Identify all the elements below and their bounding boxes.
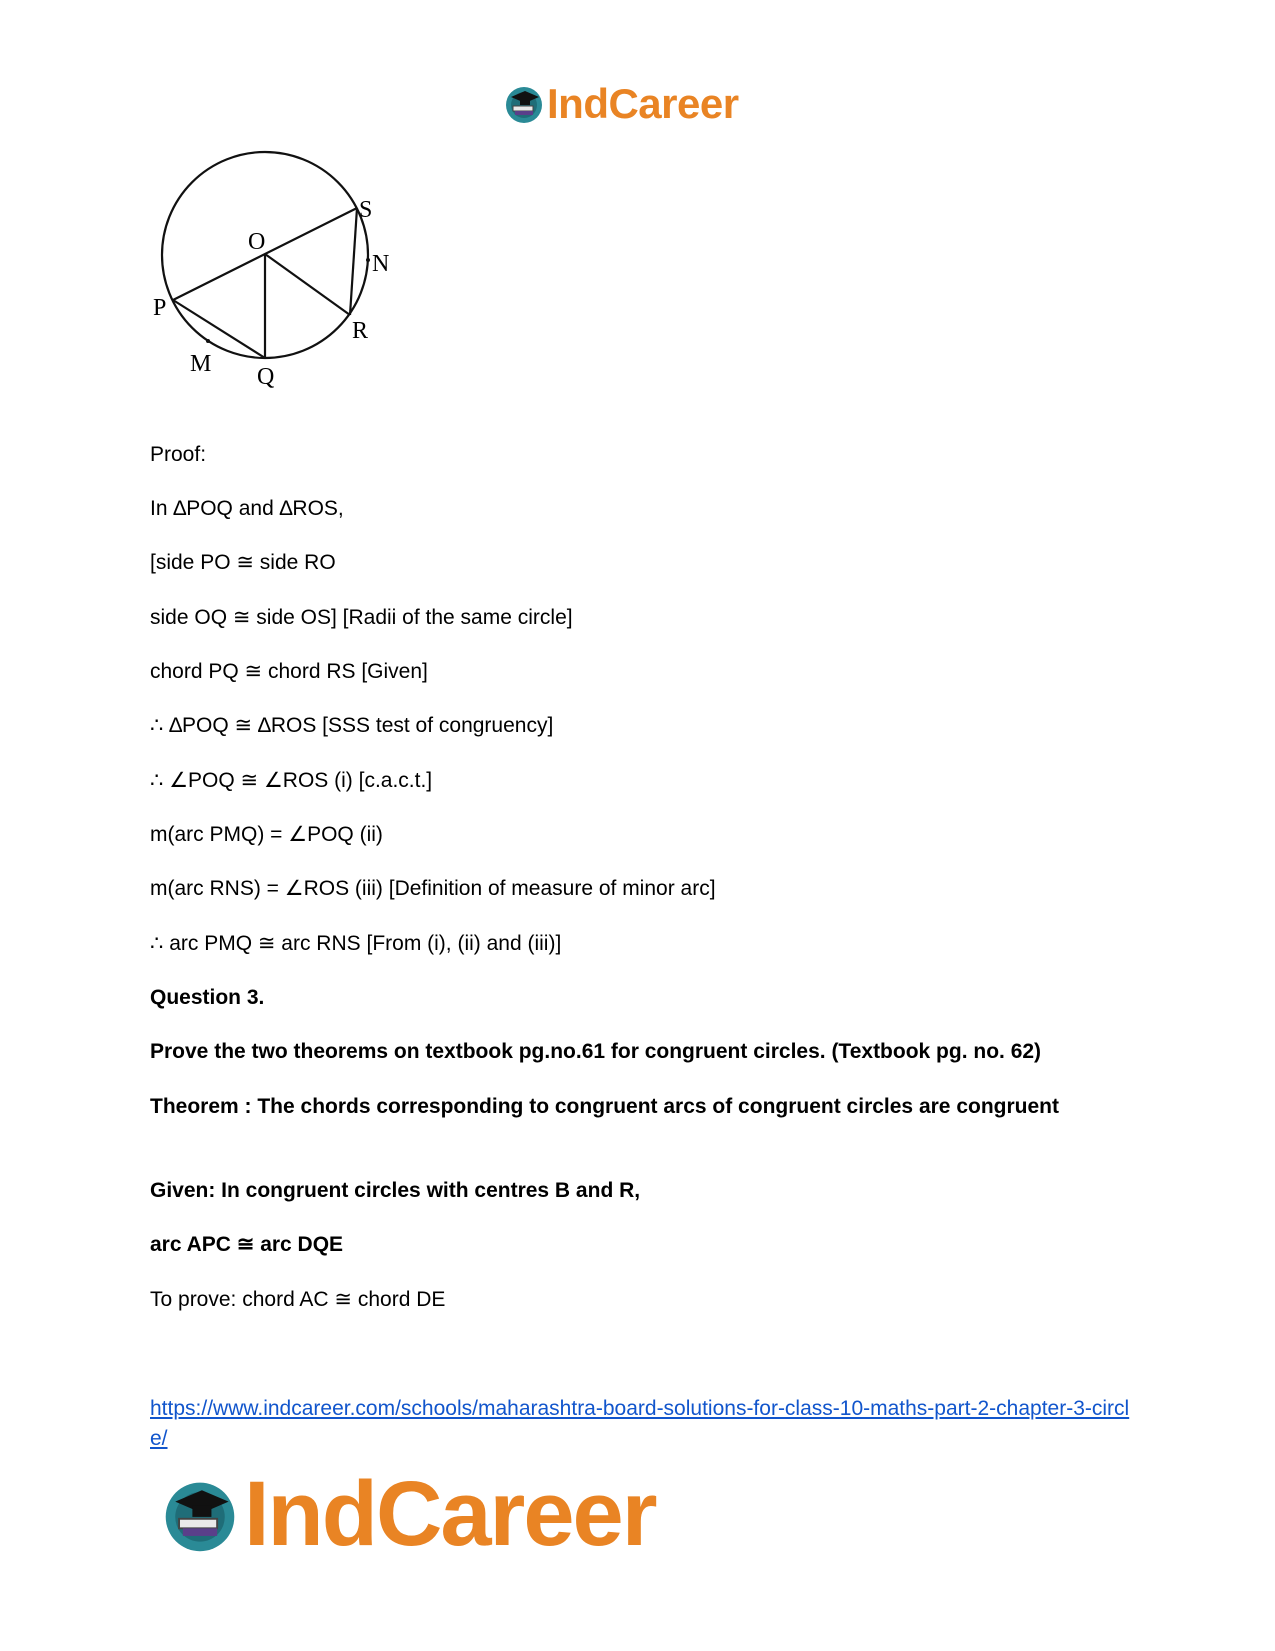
proof-line: side OQ ≅ side OS] [Radii of the same circle] [150,606,573,629]
proof-line: ∴ ∠POQ ≅ ∠ROS (i) [c.a.c.t.] [150,769,433,792]
header-logo [503,80,739,128]
proof-heading: Proof: [150,443,207,466]
question-prompt: Prove the two theorems on textbook pg.no.61 for congruent circles. (Textbook pg. no. 62) [150,1040,1042,1063]
theorem-statement: Theorem : The chords corresponding to congruent arcs of congruent circles are congruent [150,1095,1059,1118]
question-title: Question 3. [150,986,265,1009]
label-o: O [248,229,266,255]
segment-pq [173,300,265,358]
point-m [206,339,210,343]
circle-diagram [150,150,410,400]
source-link[interactable]: https://www.indcareer.com/schools/maharashtra-board-solutions-for-class-10-maths-part-2-chapter-3-circle/ [150,1397,1130,1450]
proof-line: In ∆POQ and ∆ROS, [150,497,344,520]
to-prove: To prove: chord AC ≅ chord DE [150,1288,446,1311]
segment-or [265,254,350,315]
logo-wordmark: IndCareer [547,80,739,127]
proof-line: [side PO ≅ side RO [150,551,336,574]
label-r: R [352,318,369,344]
point-n [366,258,370,262]
label-s: S [359,197,373,223]
proof-line: ∴ arc PMQ ≅ arc RNS [From (i), (ii) and (iii)] [150,932,562,955]
label-m: M [190,351,212,377]
proof-line: chord PQ ≅ chord RS [Given] [150,660,428,683]
label-q: Q [257,364,275,390]
graduation-globe-icon [503,83,545,125]
proof-line: m(arc PMQ) = ∠POQ (ii) [150,823,383,846]
given-arc: arc APC ≅ arc DQE [150,1233,344,1256]
logo-wordmark: IndCareer [244,1463,656,1565]
label-n: N [372,251,390,277]
given-statement: Given: In congruent circles with centres B and R, [150,1179,641,1202]
segment-sr [350,208,357,315]
graduation-globe-icon [160,1475,240,1555]
proof-line: m(arc RNS) = ∠ROS (iii) [Definition of measure of minor arc] [150,877,716,900]
proof-line: ∴ ∆POQ ≅ ∆ROS [SSS test of congruency] [150,714,554,737]
footer-logo [160,1462,656,1567]
label-p: P [153,295,167,321]
